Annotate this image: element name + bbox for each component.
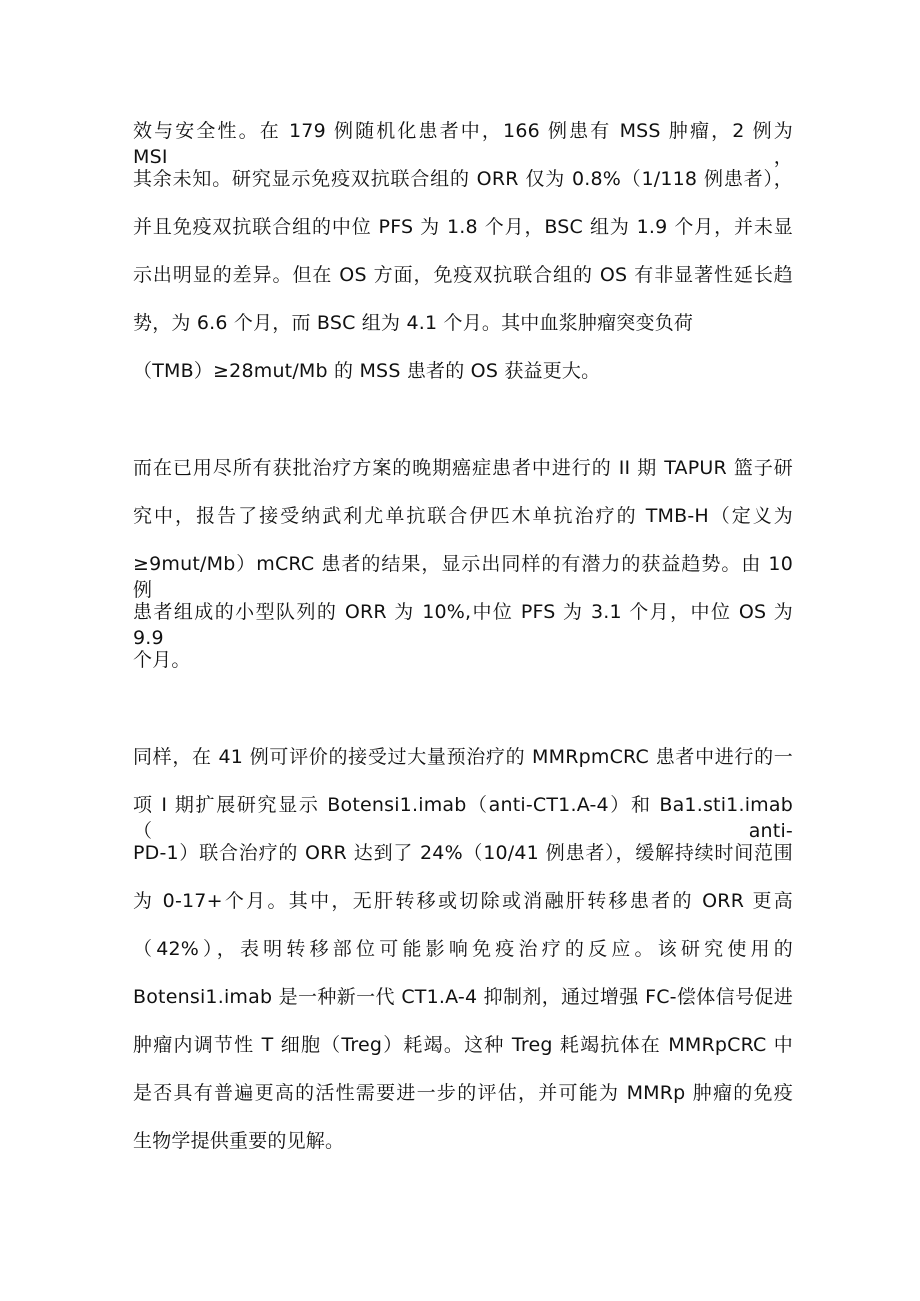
paragraph-2-line-3: ≥9mut/Mb）mCRC 患者的结果，显示出同样的有潜力的获益趋势。由 10 例: [133, 553, 793, 601]
paragraph-3-line-2: 项 I 期扩展研究显示 Botensi1.imab（anti-CT1.A-4）和 Ba1.sti1.imab（anti-: [133, 794, 793, 842]
paragraph-3-line-5: （42%），表明转移部位可能影响免疫治疗的反应。该研究使用的: [133, 938, 793, 960]
paragraph-1-line-1: 效与安全性。在 179 例随机化患者中，166 例患有 MSS 肿瘤，2 例为 MSI，: [133, 120, 793, 168]
paragraph-1-line-3: 并且免疫双抗联合组的中位 PFS 为 1.8 个月，BSC 组为 1.9 个月，并未显: [133, 216, 793, 238]
paragraph-2-line-2: 究中，报告了接受纳武利尤单抗联合伊匹木单抗治疗的 TMB-H（定义为: [133, 505, 793, 527]
paragraph-3-line-4: 为 0-17+个月。其中，无肝转移或切除或消融肝转移患者的 ORR 更高: [133, 890, 793, 912]
paragraph-3-line-8: 是否具有普遍更高的活性需要进一步的评估，并可能为 MMRp 肿瘤的免疫: [133, 1082, 793, 1104]
paragraph-3-line-6: Botensi1.imab 是一种新一代 CT1.A-4 抑制剂，通过增强 FC-偿体信号促进: [133, 986, 793, 1008]
paragraph-3-line-1: 同样，在 41 例可评价的接受过大量预治疗的 MMRpmCRC 患者中进行的一: [133, 746, 793, 768]
paragraph-1-line-5: 势，为 6.6 个月，而 BSC 组为 4.1 个月。其中血浆肿瘤突变负荷: [133, 312, 694, 334]
paragraph-3-line-9: 生物学提供重要的见解。: [133, 1130, 345, 1152]
paragraph-3-line-7: 肿瘤内调节性 T 细胞（Treg）耗竭。这种 Treg 耗竭抗体在 MMRpCRC 中: [133, 1034, 793, 1056]
paragraph-2-line-1: 而在已用尽所有获批治疗方案的晚期癌症患者中进行的 II 期 TAPUR 篮子研: [133, 457, 793, 479]
paragraph-2-line-4: 患者组成的小型队列的 ORR 为 10%,中位 PFS 为 3.1 个月，中位 OS 为 9.9: [133, 601, 793, 649]
paragraph-2-line-5: 个月。: [133, 649, 191, 671]
paragraph-1-line-2: 其余未知。研究显示免疫双抗联合组的 ORR 仅为 0.8%（1/118 例患者），: [133, 168, 793, 190]
paragraph-1-line-6: （TMB）≥28mut/Mb 的 MSS 患者的 OS 获益更大。: [133, 360, 601, 382]
paragraph-1-line-4: 示出明显的差异。但在 OS 方面，免疫双抗联合组的 OS 有非显著性延长趋: [133, 264, 793, 286]
paragraph-3-line-3: PD-1）联合治疗的 ORR 达到了 24%（10/41 例患者），缓解持续时间范围: [133, 842, 793, 864]
